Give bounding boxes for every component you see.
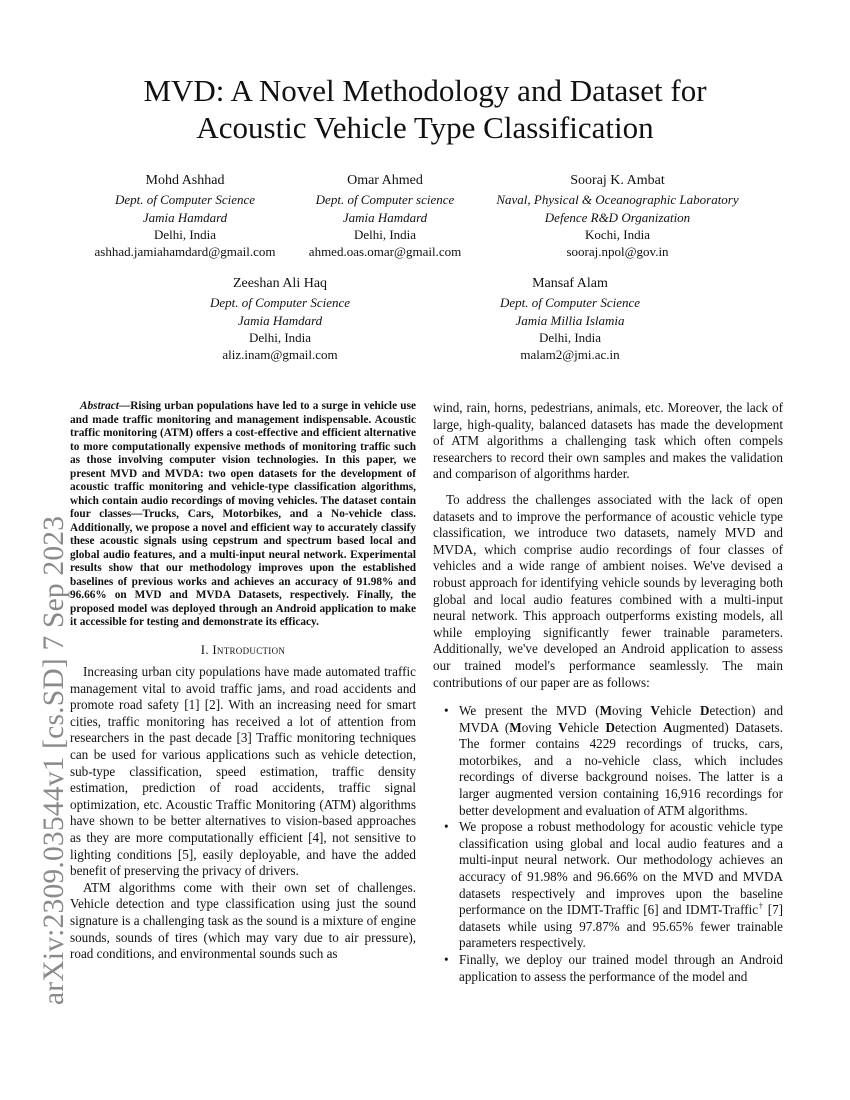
author-location: Delhi, India (538, 329, 602, 345)
author-dept: Dept. of Computer science (315, 192, 455, 208)
abstract (70, 400, 416, 630)
bullet-icon: • (444, 952, 449, 967)
author-block-2 (290, 172, 480, 260)
paper-title (60, 72, 790, 146)
author-org: Jamia Millia Islamia (515, 312, 625, 328)
intro-paragraph-3: wind, rain, horns, pedestrians, animals, etc. Moreover, the lack of large, high-quality, balanced datasets has made the development of ATM algorithms a challenging task which often compels researchers to record their own samples and makes the validation and comparison of algorithms harder. (433, 400, 783, 482)
author-name: Sooraj K. Ambat (570, 173, 665, 188)
arxiv-identifier-stamp: arXiv:2309.03544v1 [cs.SD] 7 Sep 2023 (38, 515, 70, 1005)
author-name: Zeeshan Ali Haq (232, 276, 328, 291)
dagger-mark: † (758, 901, 764, 911)
section-title: Introduction (212, 642, 286, 657)
author-block-3 (480, 172, 755, 260)
right-column (433, 400, 783, 985)
author-location: Kochi, India (585, 226, 650, 242)
author-name: Mohd Ashhad (145, 173, 225, 188)
author-block-1 (85, 172, 285, 260)
intro-paragraph-4: To address the challenges associated with the lack of open datasets and to improve the performance of acoustic vehicle type classification, we introduce two datasets, namely MVD and MVDA, which comprise audio recordings of four classes of vehicles and a wide range of ambient noises. We've devised a robust approach for identifying vehicle sounds by leveraging both global and local audio features combined with a multi-input neural network. This approach outperforms existing models, all while employing significantly fewer trainable parameters. Additionally, we've developed an Android application to assess our trained model's performance seamlessly. The main contributions of our paper are as follows: (433, 491, 783, 690)
author-email: malam2@jmi.ac.in (520, 347, 620, 363)
author-org: Defence R&D Organization (544, 209, 691, 225)
author-dept: Dept. of Computer Science (499, 295, 641, 311)
section-heading-introduction (70, 642, 416, 659)
author-name: Mansaf Alam (532, 276, 608, 291)
author-dept: Dept. of Computer Science (209, 295, 351, 311)
author-email: sooraj.npol@gov.in (566, 244, 669, 260)
intro-paragraph-2: ATM algorithms come with their own set of challenges. Vehicle detection and type classification using just the sound signature is a challenging task as the sound is a mixture of engine sounds, sounds of tires (which may vary due to air pressure), road conditions, and environmental sounds such as (70, 879, 416, 962)
author-org: Jamia Hamdard (342, 209, 428, 225)
author-dept: Naval, Physical & Oceanographic Laboratory (496, 192, 739, 208)
abstract-label: Abstract (80, 400, 119, 412)
author-block-5 (475, 275, 665, 363)
author-location: Delhi, India (248, 329, 312, 345)
author-email: ashhad.jamiahamdard@gmail.com (94, 244, 276, 260)
author-email: ahmed.oas.omar@gmail.com (308, 244, 462, 260)
title-line-2: Acoustic Vehicle Type Classification (196, 110, 654, 145)
author-dept: Dept. of Computer Science (114, 192, 256, 208)
list-item: • Finally, we deploy our trained model through an Android application to assess the performance of the model and (444, 952, 783, 984)
list-item: • We present the MVD (Moving Vehicle Detection) and MVDA (Moving Vehicle Detection Augmented) Datasets. The former contains 4229 recordings of trucks, cars, motorbikes, and a no-vehicle class, which includes recordings of diverse background noises. The latter is a larger augmented version containing 16,916 recordings for better development and evaluation of ATM algorithms. (444, 703, 784, 818)
author-location: Delhi, India (353, 226, 417, 242)
contributions-list (433, 703, 783, 985)
title-line-1: MVD: A Novel Methodology and Dataset for (143, 73, 707, 108)
author-email: aliz.inam@gmail.com (222, 347, 338, 363)
section-numeral: I. (200, 642, 209, 657)
author-block-4 (190, 275, 370, 363)
list-item: • We propose a robust methodology for acoustic vehicle type classification using global and local audio features and a multi-input neural network. Our methodology achieves an accuracy of 91.98% and 96.66% on the MVD and MVDA datasets respectively and improves upon the baseline performance on the IDMT-Traffic [6] and IDMT-Traffic† [7] datasets while using 97.87% and 95.65% fewer trainable parameters respectively. (444, 819, 784, 951)
author-name: Omar Ahmed (347, 173, 423, 188)
abstract-text: —Rising urban populations have led to a surge in vehicle use and made traffic monitoring and management indispensable. Acoustic traffic monitoring (ATM) offers a cost-effective and efficient alternative to more computationally expensive methods of monitoring traffic such as those involving computer vision technologies. In this paper, we present MVD and MVDA: two open datasets for the development of acoustic traffic monitoring and vehicle-type classification algorithms, which contain audio recordings of moving vehicles. The dataset contain four classes—Trucks, Cars, Motorbikes, and a No-vehicle class. Additionally, we propose a novel and efficient way to accurately classify these acoustic signals using cepstrum and spectrum based local and global audio features, and a multi-input neural network. Experimental results show that our methodology improves upon the established baselines of previous works and achieves an accuracy of 91.98% and 96.66% on MVD and MVDA Datasets, respectively. Finally, the proposed model was deployed through an Android application to make it accessible for testing and demonstrate its efficacy. (70, 400, 416, 628)
author-location: Delhi, India (153, 226, 217, 242)
author-org: Jamia Hamdard (142, 209, 228, 225)
bullet-icon: • (444, 703, 449, 719)
left-column (70, 400, 416, 963)
intro-paragraph-1: Increasing urban city populations have made automated traffic management vital to avoid traffic jams, and road accidents and promote road safety [1] [2]. With an increasing need for smart cities, traffic monitoring has received a lot of attention from researchers in the past decade [3] Traffic monitoring techniques can be used for various applications such as vehicle detection, sub-type classification, speed estimation, traffic density estimation, prediction of road accidents, traffic signal optimization, etc. Acoustic Traffic Monitoring (ATM) algorithms have shown to be better alternatives to vision-based approaches as they are more computationally efficient [4], not sensitive to lighting conditions [5], easily deployable, and have the added benefit of preserving the privacy of drivers. (70, 664, 416, 879)
author-org: Jamia Hamdard (237, 312, 323, 328)
bullet-icon: • (444, 819, 449, 835)
